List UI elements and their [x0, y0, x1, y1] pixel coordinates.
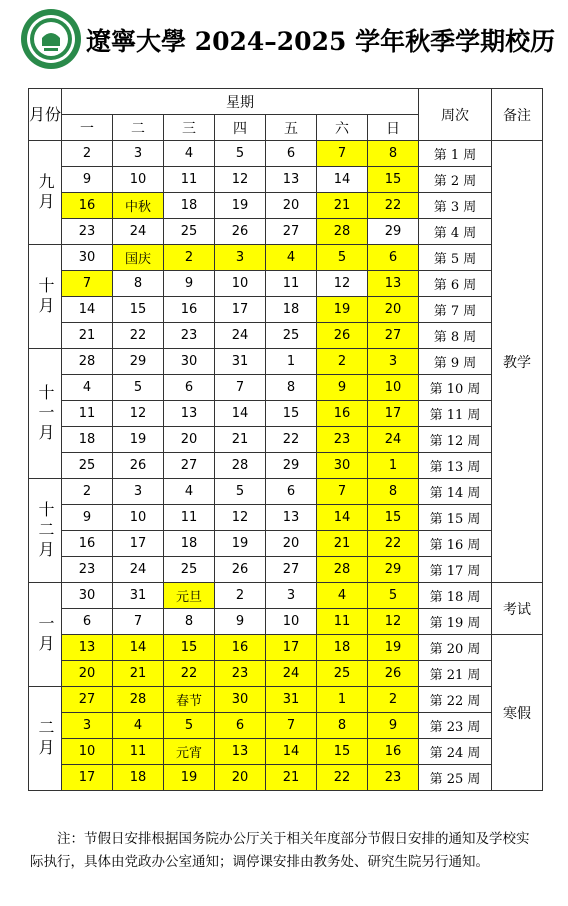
day-cell: 5	[215, 141, 266, 167]
day-cell: 31	[215, 349, 266, 375]
week-number: 第 8 周	[419, 323, 492, 349]
month-label: 十一月	[29, 349, 62, 479]
day-cell: 25	[317, 661, 368, 687]
week-number: 第 2 周	[419, 167, 492, 193]
weekday-header: 一	[62, 115, 113, 141]
day-cell: 21	[317, 193, 368, 219]
day-cell: 3	[215, 245, 266, 271]
week-row	[29, 245, 543, 271]
day-cell: 16	[368, 739, 419, 765]
day-cell: 2	[317, 349, 368, 375]
day-cell: 29	[113, 349, 164, 375]
day-cell: 17	[266, 635, 317, 661]
day-cell: 15	[164, 635, 215, 661]
day-cell: 15	[368, 505, 419, 531]
day-cell: 15	[266, 401, 317, 427]
day-cell: 10	[113, 505, 164, 531]
day-cell: 3	[113, 141, 164, 167]
day-cell: 24	[215, 323, 266, 349]
day-cell: 28	[62, 349, 113, 375]
day-cell: 6	[368, 245, 419, 271]
day-cell: 19	[317, 297, 368, 323]
week-number: 第 25 周	[419, 765, 492, 791]
week-row	[29, 739, 543, 765]
day-cell: 5	[215, 479, 266, 505]
day-cell: 9	[62, 505, 113, 531]
day-cell: 22	[113, 323, 164, 349]
day-cell: 14	[113, 635, 164, 661]
week-number: 第 7 周	[419, 297, 492, 323]
week-row	[29, 713, 543, 739]
day-cell: 12	[215, 505, 266, 531]
day-cell: 15	[317, 739, 368, 765]
day-cell: 1	[266, 349, 317, 375]
week-number: 第 3 周	[419, 193, 492, 219]
day-cell: 5	[164, 713, 215, 739]
day-cell: 3	[113, 479, 164, 505]
month-column-header: 月份	[29, 89, 62, 141]
day-cell: 6	[62, 609, 113, 635]
day-cell: 17	[113, 531, 164, 557]
day-cell: 19	[113, 427, 164, 453]
day-cell: 元旦	[164, 583, 215, 609]
week-number: 第 13 周	[419, 453, 492, 479]
weekday-header: 四	[215, 115, 266, 141]
day-cell: 7	[62, 271, 113, 297]
day-cell: 14	[266, 739, 317, 765]
day-cell: 30	[62, 583, 113, 609]
day-cell: 6	[164, 375, 215, 401]
day-cell: 8	[317, 713, 368, 739]
day-cell: 4	[164, 141, 215, 167]
day-cell: 22	[368, 193, 419, 219]
day-cell: 20	[164, 427, 215, 453]
day-cell: 国庆	[113, 245, 164, 271]
month-label: 一月	[29, 583, 62, 687]
day-cell: 27	[164, 453, 215, 479]
week-row	[29, 141, 543, 167]
day-cell: 16	[62, 193, 113, 219]
week-row	[29, 167, 543, 193]
week-number: 第 11 周	[419, 401, 492, 427]
day-cell: 14	[215, 401, 266, 427]
day-cell: 19	[368, 635, 419, 661]
day-cell: 24	[113, 219, 164, 245]
day-cell: 7	[317, 479, 368, 505]
week-row	[29, 297, 543, 323]
day-cell: 19	[215, 193, 266, 219]
day-cell: 18	[266, 297, 317, 323]
weekday-header: 六	[317, 115, 368, 141]
day-cell: 13	[164, 401, 215, 427]
day-cell: 22	[266, 427, 317, 453]
month-label: 九月	[29, 141, 62, 245]
day-cell: 10	[113, 167, 164, 193]
week-row	[29, 375, 543, 401]
week-number: 第 18 周	[419, 583, 492, 609]
day-cell: 12	[317, 271, 368, 297]
day-cell: 12	[113, 401, 164, 427]
day-cell: 27	[368, 323, 419, 349]
day-cell: 4	[266, 245, 317, 271]
day-cell: 22	[164, 661, 215, 687]
week-number: 第 17 周	[419, 557, 492, 583]
day-cell: 16	[62, 531, 113, 557]
day-cell: 9	[164, 271, 215, 297]
day-cell: 9	[62, 167, 113, 193]
day-cell: 春节	[164, 687, 215, 713]
day-cell: 11	[164, 505, 215, 531]
day-cell: 5	[368, 583, 419, 609]
day-cell: 1	[317, 687, 368, 713]
week-row	[29, 323, 543, 349]
weekday-group-header: 星期	[62, 89, 419, 115]
note-label: 寒假	[492, 635, 543, 791]
day-cell: 14	[62, 297, 113, 323]
day-cell: 7	[113, 609, 164, 635]
day-cell: 20	[62, 661, 113, 687]
day-cell: 25	[164, 557, 215, 583]
week-number: 第 15 周	[419, 505, 492, 531]
day-cell: 9	[215, 609, 266, 635]
day-cell: 11	[164, 167, 215, 193]
day-cell: 14	[317, 167, 368, 193]
day-cell: 18	[113, 765, 164, 791]
day-cell: 13	[266, 505, 317, 531]
day-cell: 22	[368, 531, 419, 557]
day-cell: 24	[113, 557, 164, 583]
day-cell: 21	[266, 765, 317, 791]
day-cell: 13	[215, 739, 266, 765]
day-cell: 29	[266, 453, 317, 479]
day-cell: 4	[317, 583, 368, 609]
day-cell: 25	[266, 323, 317, 349]
day-cell: 2	[164, 245, 215, 271]
day-cell: 27	[266, 557, 317, 583]
day-cell: 20	[368, 297, 419, 323]
weekday-header: 五	[266, 115, 317, 141]
week-number: 第 4 周	[419, 219, 492, 245]
day-cell: 30	[62, 245, 113, 271]
day-cell: 10	[62, 739, 113, 765]
day-cell: 21	[317, 531, 368, 557]
day-cell: 20	[266, 531, 317, 557]
week-row	[29, 505, 543, 531]
day-cell: 16	[215, 635, 266, 661]
week-row	[29, 765, 543, 791]
day-cell: 19	[215, 531, 266, 557]
day-cell: 18	[164, 193, 215, 219]
weekday-header: 二	[113, 115, 164, 141]
weekday-header: 三	[164, 115, 215, 141]
day-cell: 10	[266, 609, 317, 635]
day-cell: 13	[62, 635, 113, 661]
week-number: 第 20 周	[419, 635, 492, 661]
week-number: 第 21 周	[419, 661, 492, 687]
week-row	[29, 531, 543, 557]
day-cell: 2	[62, 141, 113, 167]
day-cell: 12	[368, 609, 419, 635]
day-cell: 2	[62, 479, 113, 505]
note-label: 教学	[492, 141, 543, 583]
week-number: 第 22 周	[419, 687, 492, 713]
day-cell: 23	[317, 427, 368, 453]
day-cell: 8	[164, 609, 215, 635]
day-cell: 28	[317, 557, 368, 583]
day-cell: 26	[113, 453, 164, 479]
week-number: 第 6 周	[419, 271, 492, 297]
week-row	[29, 401, 543, 427]
day-cell: 29	[368, 557, 419, 583]
week-number: 第 14 周	[419, 479, 492, 505]
month-label: 十月	[29, 245, 62, 349]
week-number: 第 1 周	[419, 141, 492, 167]
day-cell: 1	[368, 453, 419, 479]
day-cell: 26	[215, 219, 266, 245]
day-cell: 4	[164, 479, 215, 505]
day-cell: 6	[266, 479, 317, 505]
day-cell: 4	[62, 375, 113, 401]
note-label: 考试	[492, 583, 543, 635]
day-cell: 17	[62, 765, 113, 791]
week-row	[29, 219, 543, 245]
page-header	[0, 0, 568, 84]
week-number: 第 12 周	[419, 427, 492, 453]
day-cell: 17	[215, 297, 266, 323]
month-label: 二月	[29, 687, 62, 791]
day-cell: 9	[368, 713, 419, 739]
day-cell: 23	[62, 557, 113, 583]
day-cell: 中秋	[113, 193, 164, 219]
weekday-header: 日	[368, 115, 419, 141]
day-cell: 7	[266, 713, 317, 739]
day-cell: 23	[368, 765, 419, 791]
week-row	[29, 193, 543, 219]
page-title: 遼寧大學 2024–2025 学年秋季学期校历	[86, 27, 556, 56]
day-cell: 25	[164, 219, 215, 245]
day-cell: 23	[215, 661, 266, 687]
week-row	[29, 687, 543, 713]
week-number: 第 16 周	[419, 531, 492, 557]
day-cell: 18	[317, 635, 368, 661]
day-cell: 11	[317, 609, 368, 635]
day-cell: 21	[113, 661, 164, 687]
day-cell: 18	[62, 427, 113, 453]
week-row	[29, 427, 543, 453]
week-row	[29, 609, 543, 635]
day-cell: 元宵	[164, 739, 215, 765]
day-cell: 30	[317, 453, 368, 479]
day-cell: 8	[368, 479, 419, 505]
day-cell: 24	[266, 661, 317, 687]
week-number: 第 19 周	[419, 609, 492, 635]
day-cell: 7	[215, 375, 266, 401]
week-row	[29, 349, 543, 375]
day-cell: 26	[368, 661, 419, 687]
week-row	[29, 583, 543, 609]
week-number: 第 9 周	[419, 349, 492, 375]
week-row	[29, 453, 543, 479]
day-cell: 26	[215, 557, 266, 583]
day-cell: 12	[215, 167, 266, 193]
week-number: 第 10 周	[419, 375, 492, 401]
day-cell: 8	[368, 141, 419, 167]
day-cell: 16	[317, 401, 368, 427]
day-cell: 21	[215, 427, 266, 453]
day-cell: 19	[164, 765, 215, 791]
day-cell: 10	[215, 271, 266, 297]
day-cell: 5	[317, 245, 368, 271]
day-cell: 22	[317, 765, 368, 791]
note-column-header: 备注	[492, 89, 543, 141]
day-cell: 28	[215, 453, 266, 479]
week-number: 第 23 周	[419, 713, 492, 739]
day-cell: 24	[368, 427, 419, 453]
day-cell: 26	[317, 323, 368, 349]
day-cell: 27	[62, 687, 113, 713]
day-cell: 4	[113, 713, 164, 739]
week-row	[29, 557, 543, 583]
day-cell: 28	[113, 687, 164, 713]
day-cell: 13	[368, 271, 419, 297]
day-cell: 20	[215, 765, 266, 791]
day-cell: 11	[62, 401, 113, 427]
day-cell: 2	[215, 583, 266, 609]
week-number: 第 24 周	[419, 739, 492, 765]
day-cell: 29	[368, 219, 419, 245]
university-seal-icon	[20, 8, 82, 70]
school-calendar-table	[28, 88, 543, 791]
week-row	[29, 661, 543, 687]
day-cell: 25	[62, 453, 113, 479]
day-cell: 14	[317, 505, 368, 531]
day-cell: 2	[368, 687, 419, 713]
day-cell: 8	[266, 375, 317, 401]
day-cell: 10	[368, 375, 419, 401]
day-cell: 28	[317, 219, 368, 245]
day-cell: 21	[62, 323, 113, 349]
day-cell: 3	[368, 349, 419, 375]
day-cell: 30	[215, 687, 266, 713]
week-row	[29, 635, 543, 661]
day-cell: 3	[62, 713, 113, 739]
day-cell: 17	[368, 401, 419, 427]
day-cell: 5	[113, 375, 164, 401]
day-cell: 6	[215, 713, 266, 739]
day-cell: 15	[113, 297, 164, 323]
week-column-header: 周次	[419, 89, 492, 141]
week-row	[29, 271, 543, 297]
footnote: 注：节假日安排根据国务院办公厅关于相关年度部分节假日安排的通知及学校实际执行，具体由党政办公室通知；调停课安排由教务处、研究生院另行通知。	[30, 831, 530, 870]
day-cell: 31	[266, 687, 317, 713]
week-row	[29, 479, 543, 505]
day-cell: 13	[266, 167, 317, 193]
day-cell: 8	[113, 271, 164, 297]
day-cell: 6	[266, 141, 317, 167]
day-cell: 30	[164, 349, 215, 375]
day-cell: 18	[164, 531, 215, 557]
day-cell: 20	[266, 193, 317, 219]
week-number: 第 5 周	[419, 245, 492, 271]
day-cell: 23	[164, 323, 215, 349]
day-cell: 27	[266, 219, 317, 245]
day-cell: 3	[266, 583, 317, 609]
day-cell: 11	[266, 271, 317, 297]
day-cell: 9	[317, 375, 368, 401]
day-cell: 23	[62, 219, 113, 245]
day-cell: 15	[368, 167, 419, 193]
day-cell: 31	[113, 583, 164, 609]
month-label: 十二月	[29, 479, 62, 583]
day-cell: 16	[164, 297, 215, 323]
day-cell: 7	[317, 141, 368, 167]
day-cell: 11	[113, 739, 164, 765]
